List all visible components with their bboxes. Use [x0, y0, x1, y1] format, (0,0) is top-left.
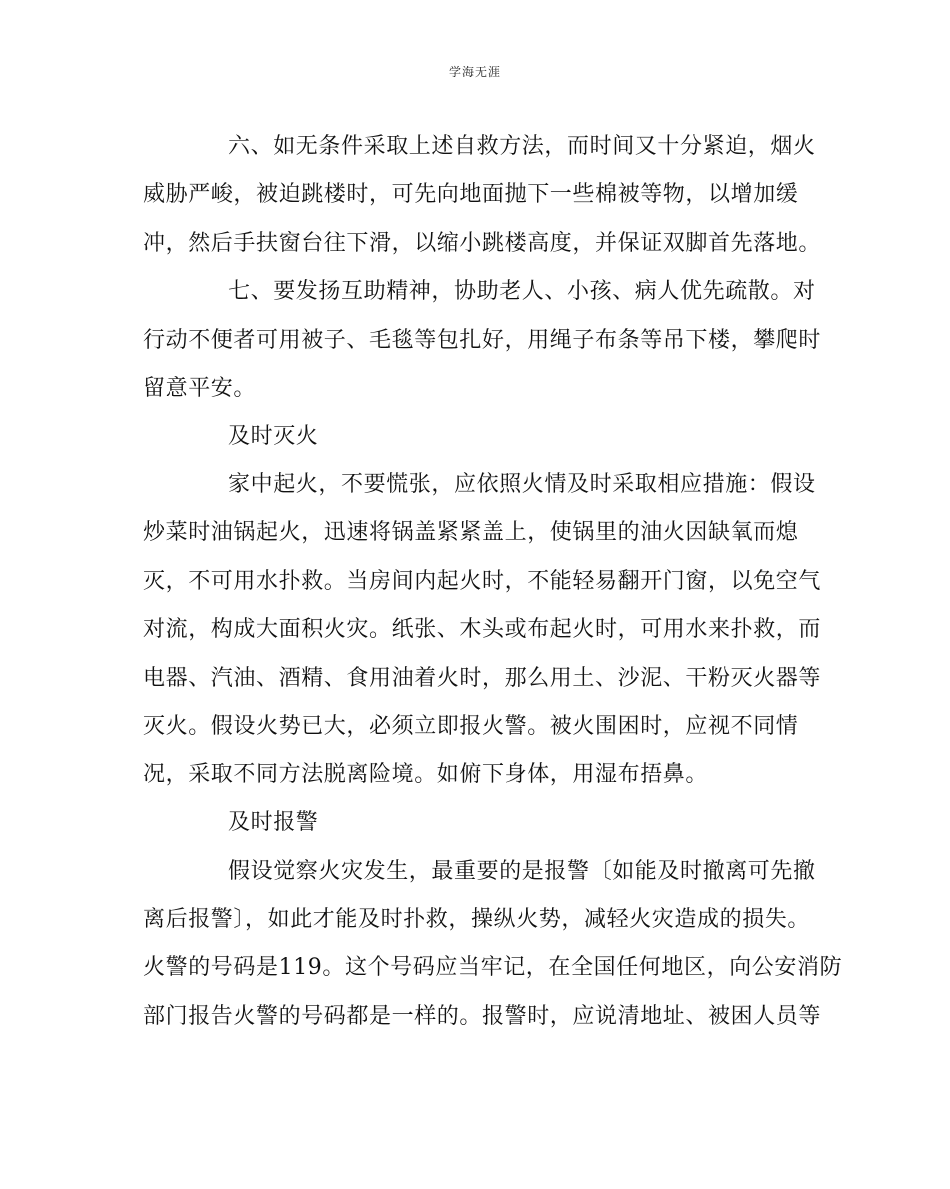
paragraph-line: 威胁严峻，被迫跳楼时，可先向地面抛下一些棉被等物，以增加缓: [143, 182, 799, 207]
page-header: 学海无涯: [448, 65, 501, 79]
paragraph-line: 炒菜时油锅起火，迅速将锅盖紧紧盖上，使锅里的油火因缺氧而熄: [143, 520, 799, 545]
paragraph-line: 留意平安。: [143, 376, 257, 401]
paragraph-line: 电器、汽油、酒精、食用油着火时，那么用土、沙泥、干粉灭火器等: [143, 666, 822, 691]
paragraph-line: 假设觉察火灾发生，最重要的是报警〔如能及时撤离可先撤: [228, 859, 816, 884]
section-heading: 及时灭火: [228, 424, 319, 449]
paragraph-line: 部门报告火警的号码都是一样的。报警时，应说清地址、被困人员等: [143, 1004, 822, 1029]
paragraph-line: 灭火。假设火势已大，必须立即报火警。被火围困时，应视不同情: [143, 714, 799, 739]
paragraph-line: 家中起火，不要慌张，应依照火情及时采取相应措施：假设: [228, 472, 816, 497]
paragraph-line: 离后报警〕，如此才能及时扑救，操纵火势，减轻火灾造成的损失。: [143, 907, 811, 932]
paragraph-line: 况，采取不同方法脱离险境。如俯下身体，用湿布捂鼻。: [143, 762, 709, 787]
section-heading: 及时报警: [228, 810, 319, 835]
paragraph-line: 火警的号码是119。这个号码应当牢记，在全国任何地区，向公安消防: [143, 955, 843, 980]
paragraph-line: 六、如无条件采取上述自救方法，而时间又十分紧迫，烟火: [228, 134, 816, 159]
paragraph-line: 冲，然后手扶窗台往下滑，以缩小跳楼高度，并保证双脚首先落地。: [143, 231, 822, 256]
paragraph-line: 灭，不可用水扑救。当房间内起火时，不能轻易翻开门窗，以免空气: [143, 569, 822, 594]
paragraph-line: 七、要发扬互助精神，协助老人、小孩、病人优先疏散。对: [228, 279, 816, 304]
paragraph-line: 对流，构成大面积火灾。纸张、木头或布起火时，可用水来扑救，而: [143, 617, 822, 642]
paragraph-line: 行动不便者可用被子、毛毯等包扎好，用绳子布条等吊下楼，攀爬时: [143, 328, 822, 353]
